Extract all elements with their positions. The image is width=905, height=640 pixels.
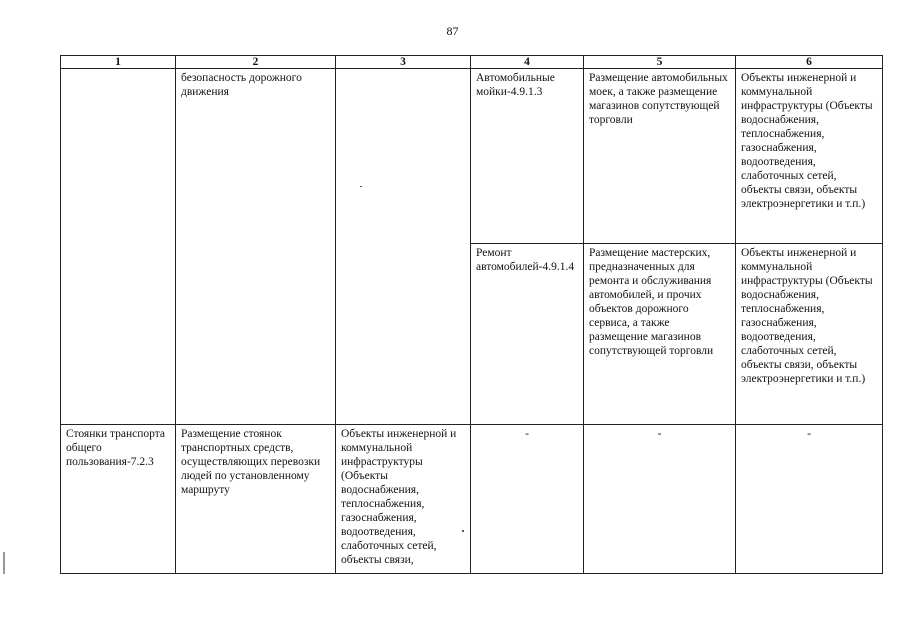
column-header-6: 6 [736,56,883,69]
column-header-1: 1 [61,56,176,69]
column-header-5: 5 [584,56,736,69]
cell-c1 [61,69,176,425]
scan-edge-mark [3,552,5,574]
table-row [61,69,883,244]
column-header-4: 4 [471,56,584,69]
cell-c4: - [471,425,584,574]
cell-c1: Стоянки транспорта общего пользования-7.2.3 [61,425,176,574]
cell-c6: - [736,425,883,574]
cell-c2: безопасность дорожного движения [176,69,336,425]
land-use-table [60,55,883,574]
cell-c6: Объекты инженерной и коммунальной инфраструктуры (Объекты водоснабжения, теплоснабжения, газоснабжения, водоотведения, слаботочных сетей, объекты связи, объекты электроэнергетики и т.п.) [736,69,883,244]
scan-speck [462,530,464,532]
cell-c4: Ремонт автомобилей-4.9.1.4 [471,244,584,425]
cell-c3 [336,69,471,425]
page-number: 87 [446,24,459,38]
table-header-row [61,56,883,69]
scan-speck [360,186,362,187]
column-header-3: 3 [336,56,471,69]
cell-c2: Размещение стоянок транспортных средств, осуществляющих перевозки людей по установленному маршруту [176,425,336,574]
column-header-2: 2 [176,56,336,69]
cell-c5: - [584,425,736,574]
cell-c6: Объекты инженерной и коммунальной инфраструктуры (Объекты водоснабжения, теплоснабжения, газоснабжения, водоотведения, слаботочных сетей, объекты связи, объекты электроэнергетики и т.п.) [736,244,883,425]
cell-c5: Размещение мастерских, предназначенных для ремонта и обслуживания автомобилей, и прочих объектов дорожного сервиса, а также размещение магазинов сопутствующей торговли [584,244,736,425]
cell-c3: Объекты инженерной и коммунальной инфраструктуры (Объекты водоснабжения, теплоснабжения, газоснабжения, водоотведения, слаботочных сетей, объекты связи, [336,425,471,574]
table-row [61,425,883,574]
cell-c5: Размещение автомобильных моек, а также размещение магазинов сопутствующей торговли [584,69,736,244]
cell-c4: Автомобильные мойки-4.9.1.3 [471,69,584,244]
